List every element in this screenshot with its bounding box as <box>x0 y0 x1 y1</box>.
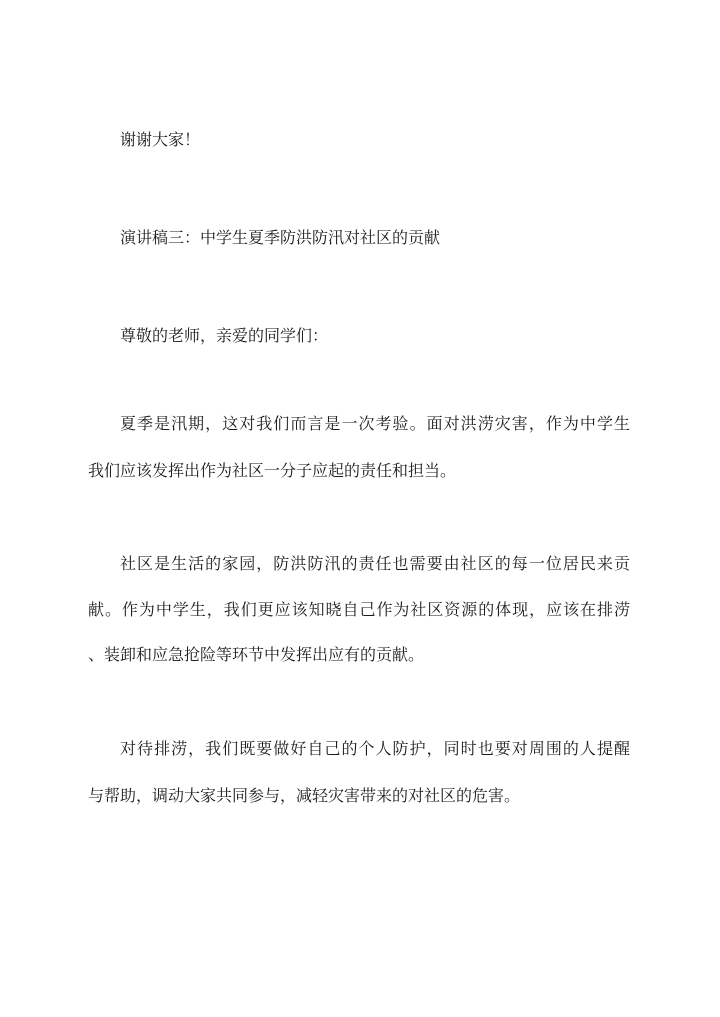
speech-title-text: 演讲稿三：中学生夏季防洪防汛对社区的贡献 <box>120 228 441 247</box>
paragraph-text: 献。作为中学生，我们更应该知晓自己作为社区资源的体现，应该在排涝 <box>88 600 630 619</box>
closing-text: 谢谢大家！ <box>120 130 201 149</box>
paragraph-text: 与帮助，调动大家共同参与，减轻灾害带来的对社区的危害。 <box>88 786 521 805</box>
paragraph-text: 我们应该发挥出作为社区一分子应起的责任和担当。 <box>88 461 457 480</box>
salutation <box>0 325 720 347</box>
paragraph-2-line-1 <box>0 553 720 575</box>
paragraph-text: 夏季是汛期，这对我们而言是一次考验。面对洪涝灾害，作为中学生 <box>120 414 630 433</box>
paragraph-3-line-2 <box>0 785 720 807</box>
paragraph-1-line-1 <box>0 413 720 435</box>
closing-line <box>0 129 720 151</box>
paragraph-1-line-2 <box>0 460 720 482</box>
paragraph-3-line-1 <box>0 738 720 760</box>
paragraph-text: 、装卸和应急抢险等环节中发挥出应有的贡献。 <box>88 645 425 664</box>
paragraph-text: 社区是生活的家园，防洪防汛的责任也需要由社区的每一位居民来贡 <box>120 554 630 573</box>
paragraph-2-line-3 <box>0 644 720 666</box>
salutation-text: 尊敬的老师，亲爱的同学们： <box>120 326 329 345</box>
speech-title <box>0 227 720 249</box>
paragraph-text: 对待排涝，我们既要做好自己的个人防护，同时也要对周围的人提醒 <box>120 739 630 758</box>
paragraph-2-line-2 <box>0 599 720 621</box>
